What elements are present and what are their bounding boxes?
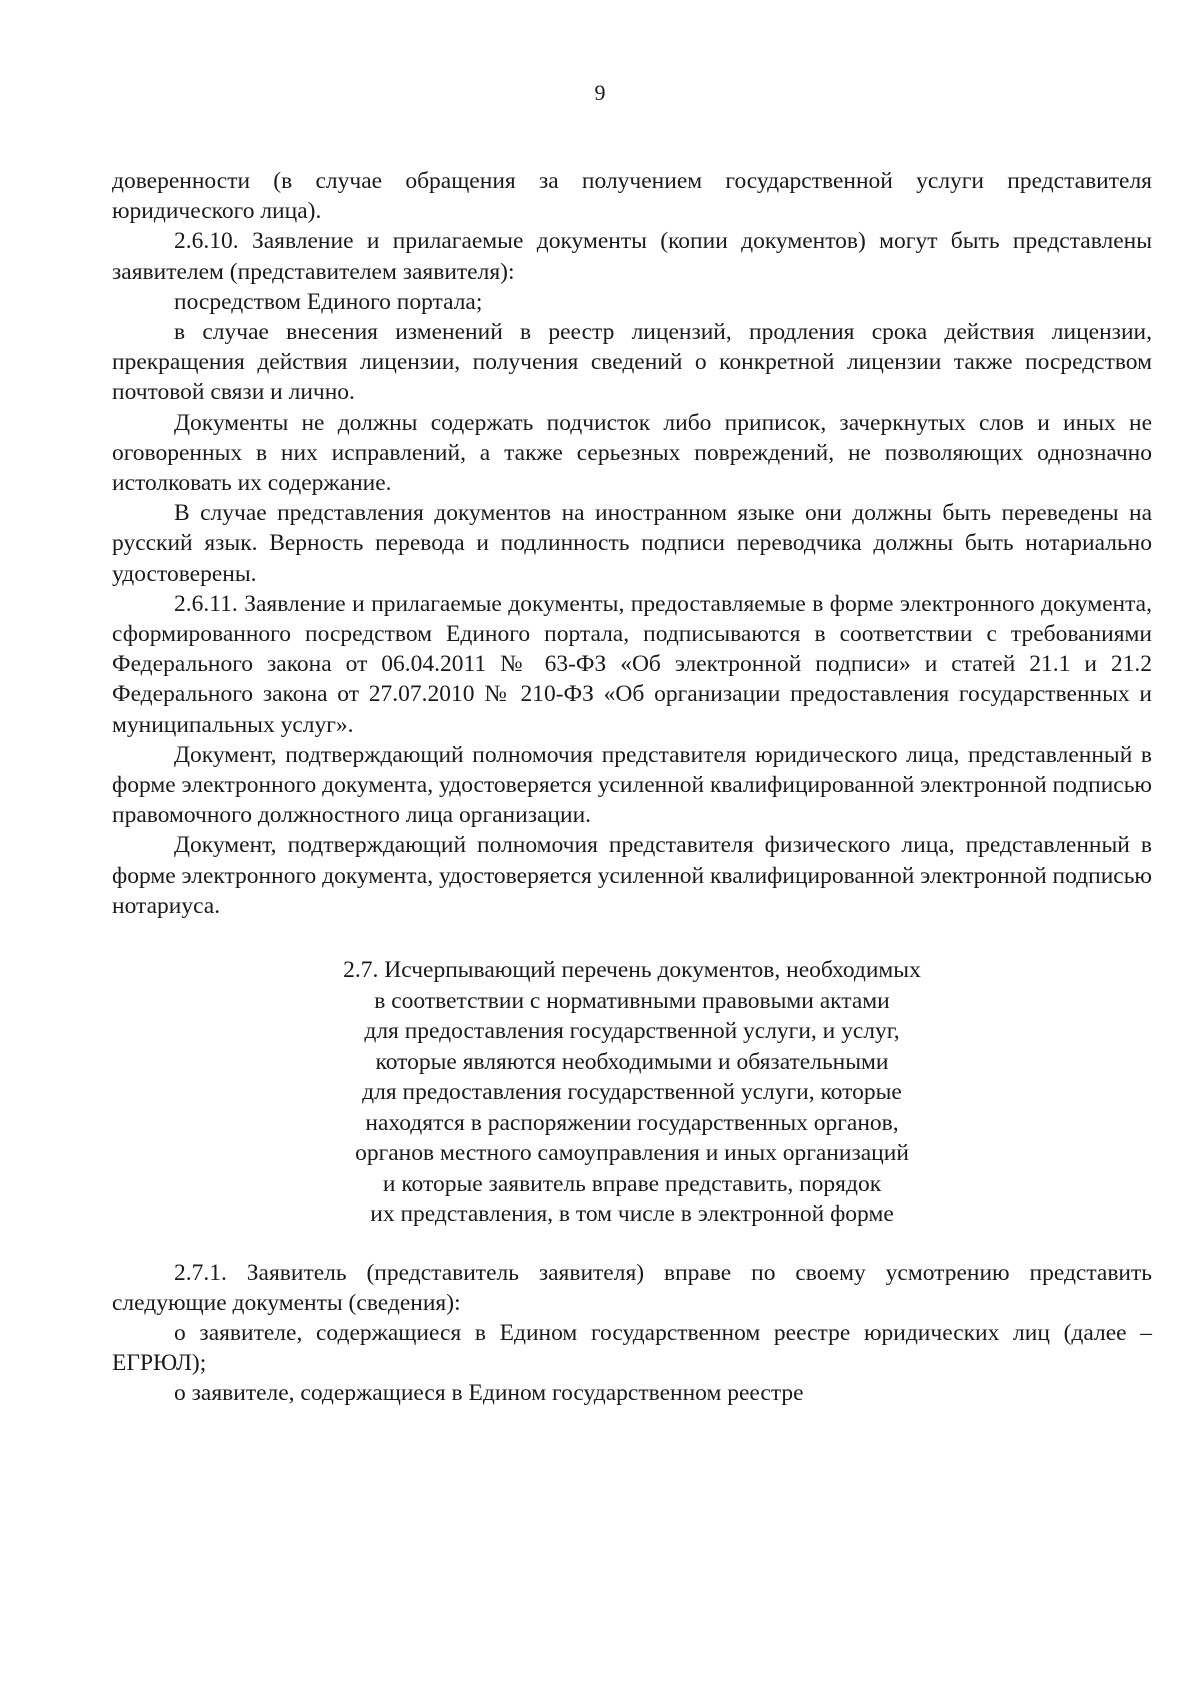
paragraph: посредством Единого портала;: [174, 288, 483, 315]
heading-line: которые являются необходимыми и обязательными: [375, 1048, 889, 1075]
paragraph: 2.6.10. Заявление и прилагаемые документы (копии документов) могут быть представлены заявителем (представителем заявителя):: [112, 228, 1152, 285]
paragraph: В случае представления документов на иностранном языке они должны быть переведены на русский язык. Верность перевода и подлинность подписи переводчика должны быть нотариально удостоверены.: [112, 500, 1152, 587]
paragraph: 2.6.11. Заявление и прилагаемые документы, предоставляемые в форме электронного документа, сформированного посредством Единого портала, подписываются в соответствии с требованиями Федерального закона от 06.04.2011 № 63-ФЗ «Об электронной подписи» и статей 21.1 и 21.2 Федерального закона от 27.07.2010 № 210-ФЗ «Об организации предоставления государственных и муниципальных услуг».: [112, 590, 1152, 738]
paragraph: Документ, подтверждающий полномочия представителя юридического лица, представленный в форме электронного документа, удостоверяется усиленной квалифицированной электронной подписью правомочного должностного лица организации.: [112, 741, 1152, 829]
heading-line: для предоставления государственной услуги, и услуг,: [364, 1018, 900, 1045]
heading-line: в соответствии с нормативными правовыми актами: [374, 987, 890, 1014]
heading-line: их представления, в том числе в электронной форме: [370, 1201, 894, 1228]
paragraph: в случае внесения изменений в реестр лицензий, продления срока действия лицензии, прекращения действия лицензии, получения сведений о конкретной лицензии также посредством почтовой связи и лично.: [112, 319, 1152, 406]
page-number: 9: [594, 80, 606, 105]
heading-line: находятся в распоряжении государственных органов,: [365, 1109, 899, 1136]
paragraph: о заявителе, содержащиеся в Едином государственном реестре: [174, 1380, 804, 1407]
heading-line: для предоставления государственной услуги, которые: [362, 1079, 902, 1106]
paragraph: 2.7.1. Заявитель (представитель заявителя) вправе по своему усмотрению представить следующие документы (сведения):: [112, 1259, 1152, 1316]
heading-line: и которые заявитель вправе представить, порядок: [382, 1170, 882, 1197]
paragraph: Документы не должны содержать подчисток либо приписок, зачеркнутых слов и иных не оговоренных в них исправлений, а также серьезных повреждений, не позволяющих однозначно истолковать их содержание.: [112, 409, 1152, 497]
document-body: [112, 166, 1152, 1409]
paragraph: доверенности (в случае обращения за получением государственной услуги представителя юридического лица).: [112, 168, 1152, 225]
paragraph: Документ, подтверждающий полномочия представителя физического лица, представленный в форме электронного документа, удостоверяется усиленной квалифицированной электронной подписью нотариуса.: [112, 832, 1152, 919]
section-heading: [112, 955, 1152, 1230]
heading-line: органов местного самоуправления и иных организаций: [355, 1140, 909, 1167]
heading-line: 2.7. Исчерпывающий перечень документов, необходимых: [343, 957, 921, 984]
paragraph: о заявителе, содержащиеся в Едином государственном реестре юридических лиц (далее – ЕГРЮЛ);: [112, 1319, 1152, 1377]
